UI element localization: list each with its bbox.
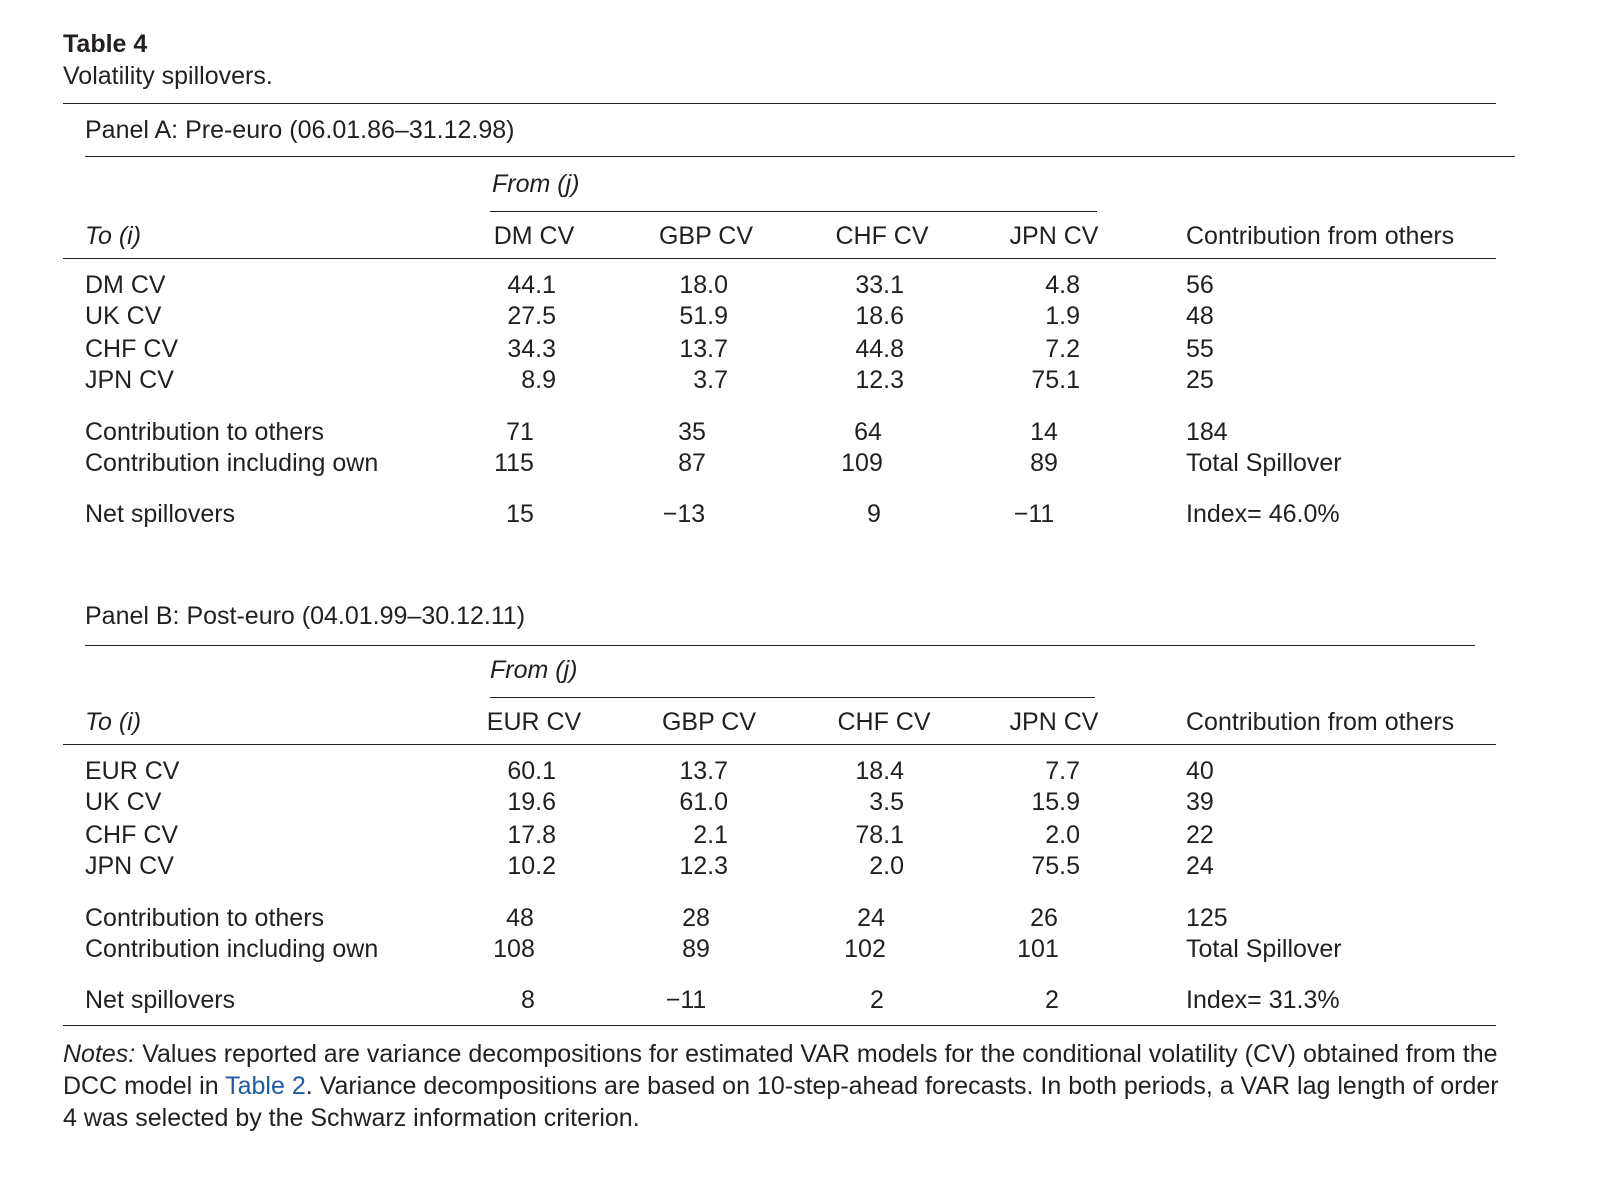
panel-b-net-label: Net spillovers	[85, 986, 236, 1014]
panel-a-cell: 18.6	[855, 302, 904, 330]
panel-b-cell: 17.8	[507, 821, 556, 849]
panel-b-row-label: UK CV	[85, 788, 162, 816]
notes-lead: Notes:	[63, 1040, 136, 1068]
panel-a-row-label: UK CV	[85, 302, 162, 330]
panel-a-cell: 7.2	[1045, 335, 1080, 363]
panel-a-row-label: JPN CV	[85, 366, 174, 394]
panel-a-col-header: JPN CV	[1009, 222, 1099, 250]
panel-a-net-label: Net spillovers	[85, 500, 236, 528]
panel-a-cell: 25	[1186, 366, 1214, 394]
panel-b-cell: 18.4	[855, 757, 904, 785]
table-2-link[interactable]: Table 2	[225, 1072, 306, 1100]
panel-a-net-cell: −13	[662, 500, 706, 528]
panel-a-cell: 56	[1186, 271, 1214, 299]
panel-a-cell: 13.7	[679, 335, 728, 363]
panel-b-title-rule	[85, 645, 1475, 646]
panel-b-net-cell: −11	[665, 986, 707, 1014]
panel-a-summary-cell: 71	[506, 418, 534, 446]
panel-a-from-rule	[490, 211, 1097, 212]
panel-b-summary-cell: 108	[493, 935, 535, 963]
panel-b-summary-cell: 101	[1017, 935, 1059, 963]
panel-b-net-cell: 2	[870, 986, 884, 1014]
panel-b-summary-cell: 125	[1186, 904, 1228, 932]
panel-b-cell: 22	[1186, 821, 1214, 849]
panel-a-cell: 33.1	[855, 271, 904, 299]
panel-b-cell: 40	[1186, 757, 1214, 785]
panel-a-cell: 44.8	[855, 335, 904, 363]
panel-a-cell: 8.9	[521, 366, 556, 394]
panel-b-cell: 13.7	[679, 757, 728, 785]
panel-a-cell: 27.5	[507, 302, 556, 330]
panel-b-cell: 39	[1186, 788, 1214, 816]
panel-b-summary-cell: 89	[682, 935, 710, 963]
panel-a-title-rule	[85, 156, 1515, 157]
panel-b-cell: 60.1	[507, 757, 556, 785]
panel-a-row-label: CHF CV	[85, 335, 179, 363]
panel-b-summary-label: Contribution to others	[85, 904, 325, 932]
panel-b-summary-cell: 102	[844, 935, 886, 963]
panel-b-col-header: Contribution from others	[1186, 708, 1455, 736]
panel-b-net-cell: Index= 31.3%	[1186, 986, 1340, 1014]
panel-a-cell: 44.1	[507, 271, 556, 299]
panel-b-cell: 2.1	[693, 821, 728, 849]
panel-a-summary-cell: Total Spillover	[1186, 449, 1342, 477]
panel-b-cell: 3.5	[869, 788, 904, 816]
panel-a-cell: 18.0	[679, 271, 728, 299]
panel-b-col-header: CHF CV	[837, 708, 931, 736]
table-number: Table 4	[63, 30, 148, 58]
panel-a-col-header: Contribution from others	[1186, 222, 1455, 250]
panel-b-from-label: From (j)	[490, 656, 578, 684]
panel-b-row-label: CHF CV	[85, 821, 179, 849]
panel-b-title: Panel B: Post-euro (04.01.99–30.12.11)	[85, 602, 526, 630]
panel-a-net-cell: −11	[1013, 500, 1055, 528]
panel-a-cell: 34.3	[507, 335, 556, 363]
panel-a-title: Panel A: Pre-euro (06.01.86–31.12.98)	[85, 116, 515, 144]
panel-a-row-label: DM CV	[85, 271, 166, 299]
panel-a-net-cell: 15	[506, 500, 534, 528]
panel-b-header-rule	[63, 744, 1496, 745]
table-bottom-rule	[63, 1025, 1496, 1026]
panel-a-net-cell: Index= 46.0%	[1186, 500, 1340, 528]
panel-b-cell: 7.7	[1045, 757, 1080, 785]
notes-text-before-link: Values reported are variance decompositions for estimated VAR models for the conditional volatility (CV) obtained from the DCC model in	[63, 1040, 1498, 1100]
panel-a-summary-label: Contribution to others	[85, 418, 325, 446]
panel-b-summary-cell: 26	[1030, 904, 1058, 932]
panel-a-summary-label: Contribution including own	[85, 449, 379, 477]
panel-b-cell: 10.2	[507, 852, 556, 880]
panel-a-summary-cell: 64	[854, 418, 882, 446]
panel-b-cell: 78.1	[855, 821, 904, 849]
panel-a-summary-cell: 87	[678, 449, 706, 477]
panel-a-header-rule	[63, 258, 1496, 259]
panel-a-summary-cell: 14	[1030, 418, 1058, 446]
panel-a-cell: 12.3	[855, 366, 904, 394]
panel-b-summary-label: Contribution including own	[85, 935, 379, 963]
panel-b-cell: 75.5	[1031, 852, 1080, 880]
panel-b-from-rule	[490, 697, 1095, 698]
panel-a-cell: 4.8	[1045, 271, 1080, 299]
panel-b-cell: 2.0	[869, 852, 904, 880]
panel-b-row-label: EUR CV	[85, 757, 180, 785]
table-title: Volatility spillovers.	[63, 62, 273, 90]
panel-b-to-label: To (i)	[85, 708, 142, 736]
panel-a-cell: 51.9	[679, 302, 728, 330]
panel-b-summary-cell: 48	[506, 904, 534, 932]
panel-b-col-header: GBP CV	[661, 708, 757, 736]
notes-text-after-link: . Variance decompositions are based on 10-step-ahead forecasts. In both periods, a VAR lag length of order 4 was selected by the Schwarz information criterion.	[63, 1072, 1499, 1132]
panel-a-cell: 48	[1186, 302, 1214, 330]
panel-b-net-cell: 2	[1045, 986, 1059, 1014]
panel-a-net-cell: 9	[867, 500, 881, 528]
panel-a-col-header: GBP CV	[658, 222, 754, 250]
panel-b-net-cell: 8	[521, 986, 535, 1014]
panel-a-to-label: To (i)	[85, 222, 142, 250]
panel-a-col-header: CHF CV	[835, 222, 929, 250]
panel-a-summary-cell: 89	[1030, 449, 1058, 477]
panel-b-summary-cell: Total Spillover	[1186, 935, 1342, 963]
panel-b-col-header: EUR CV	[486, 708, 582, 736]
panel-b-row-label: JPN CV	[85, 852, 174, 880]
panel-b-summary-cell: 28	[682, 904, 710, 932]
panel-a-col-header: DM CV	[493, 222, 575, 250]
caption-rule	[63, 103, 1496, 104]
panel-b-summary-cell: 24	[857, 904, 885, 932]
panel-a-cell: 55	[1186, 335, 1214, 363]
panel-a-cell: 3.7	[693, 366, 728, 394]
panel-a-cell: 75.1	[1031, 366, 1080, 394]
panel-a-cell: 1.9	[1045, 302, 1080, 330]
panel-a-from-label: From (j)	[492, 170, 580, 198]
panel-a-summary-cell: 109	[841, 449, 883, 477]
panel-b-cell: 15.9	[1031, 788, 1080, 816]
panel-a-summary-cell: 184	[1186, 418, 1228, 446]
table-notes	[63, 1038, 1503, 1134]
panel-b-cell: 61.0	[679, 788, 728, 816]
panel-b-col-header: JPN CV	[1009, 708, 1099, 736]
panel-a-summary-cell: 115	[494, 449, 534, 477]
panel-a-summary-cell: 35	[678, 418, 706, 446]
panel-b-cell: 24	[1186, 852, 1214, 880]
panel-b-cell: 19.6	[507, 788, 556, 816]
panel-b-cell: 2.0	[1045, 821, 1080, 849]
panel-b-cell: 12.3	[679, 852, 728, 880]
